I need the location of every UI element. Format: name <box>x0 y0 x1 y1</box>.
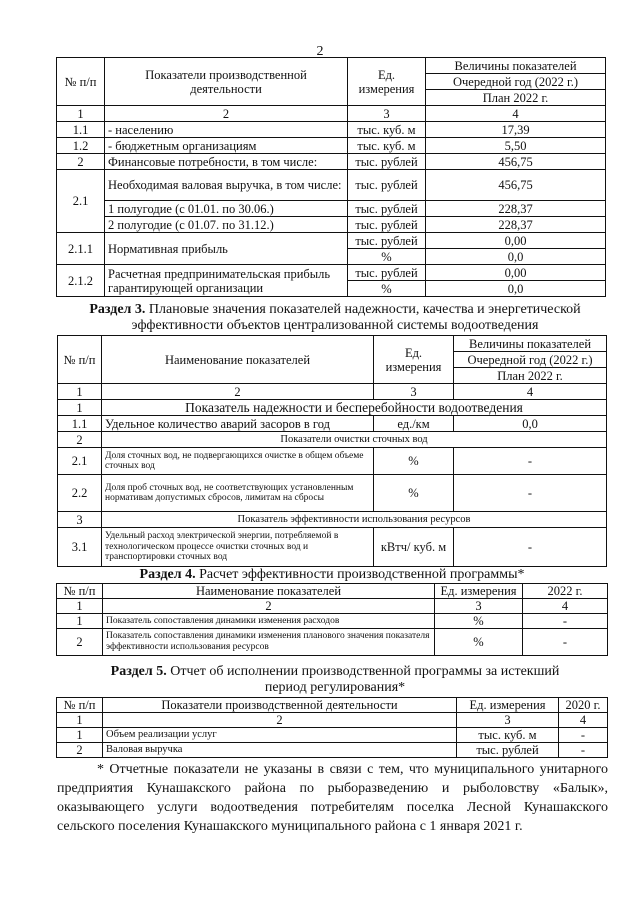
header-year: 2020 г. <box>559 698 608 713</box>
row-value: 17,39 <box>426 122 606 138</box>
row-unit: кВтч/ куб. м <box>374 528 454 567</box>
table-row <box>57 170 606 201</box>
row-name: - бюджетным организациям <box>105 138 348 154</box>
group-num: 2 <box>58 432 102 448</box>
row-num: 2 <box>57 629 103 656</box>
row-value: 5,50 <box>426 138 606 154</box>
row-unit: тыс. рублей <box>348 265 426 281</box>
row-num: 2.1 <box>57 170 105 233</box>
section4-table <box>56 583 608 656</box>
table-row <box>57 154 606 170</box>
table-row <box>57 217 606 233</box>
row-num: 2.1.2 <box>57 265 105 297</box>
table-row <box>57 201 606 217</box>
row-value: 0,0 <box>454 416 607 432</box>
header-indicator: Показатели производственной деятельности <box>103 698 457 713</box>
row-name: Показатель сопоставления динамики изменения планового значения показателя эффективности использования ресурсов <box>103 629 435 656</box>
row-unit: % <box>435 614 523 629</box>
header-unit: Ед. измерения <box>374 336 454 384</box>
row-value: 228,37 <box>426 217 606 233</box>
row-name: Расчетная предпринимательская прибыль гарантирующей организации <box>105 265 348 297</box>
col-number: 4 <box>523 599 608 614</box>
row-value: - <box>559 728 608 743</box>
section5-title-text: Отчет об исполнении производственной программы за истекший период регулирования* <box>170 664 560 695</box>
header-unit: Ед. измерения <box>457 698 559 713</box>
header-indicator: Наименование показателей <box>103 584 435 599</box>
header-num: № п/п <box>57 698 103 713</box>
table-row <box>57 728 608 743</box>
row-value: 0,0 <box>426 281 606 297</box>
row-num: 1.2 <box>57 138 105 154</box>
row-unit: тыс. рублей <box>348 233 426 249</box>
row-unit: тыс. куб. м <box>457 728 559 743</box>
row-unit: тыс. куб. м <box>348 138 426 154</box>
row-name: - населению <box>105 122 348 138</box>
row-name: 2 полугодие (с 01.07. по 31.12.) <box>105 217 348 233</box>
table-row <box>57 743 608 758</box>
row-unit: % <box>435 629 523 656</box>
section5-label: Раздел 5. <box>110 664 167 679</box>
row-value: 0,0 <box>426 249 606 265</box>
group-title: Показатель эффективности использования ресурсов <box>102 512 607 528</box>
row-value: - <box>559 743 608 758</box>
row-name: Нормативная прибыль <box>105 233 348 265</box>
row-value: - <box>454 448 607 475</box>
header-num: № п/п <box>57 58 105 106</box>
header-plan: План 2022 г. <box>426 90 606 106</box>
row-num: 2 <box>57 743 103 758</box>
section5-title <box>100 664 570 696</box>
row-value: - <box>454 528 607 567</box>
table-row <box>58 475 607 512</box>
col-number: 3 <box>435 599 523 614</box>
header-unit: Ед. измерения <box>348 58 426 106</box>
col-number: 1 <box>57 106 105 122</box>
row-name: Доля проб сточных вод, не соответствующих установленным нормативам допустимых сбросов, лимитам на сбросы <box>102 475 374 512</box>
row-name: Удельное количество аварий засоров в год <box>102 416 374 432</box>
row-num: 2.1.1 <box>57 233 105 265</box>
row-unit: тыс. рублей <box>348 154 426 170</box>
row-value: 456,75 <box>426 170 606 201</box>
page-number: 2 <box>316 44 324 59</box>
row-name: Необходимая валовая выручка, в том числе: <box>105 170 348 201</box>
col-number: 2 <box>103 599 435 614</box>
row-value: - <box>454 475 607 512</box>
col-number: 2 <box>103 713 457 728</box>
row-unit: % <box>374 475 454 512</box>
row-num: 3.1 <box>58 528 102 567</box>
row-name: Удельный расход электрической энергии, потребляемой в технологическом процессе очистки сточных вод и транспортировки сточных вод <box>102 528 374 567</box>
row-unit: тыс. куб. м <box>348 122 426 138</box>
header-num: № п/п <box>57 584 103 599</box>
col-number: 1 <box>57 599 103 614</box>
group-num: 1 <box>58 400 102 416</box>
header-year: Очередной год (2022 г.) <box>454 352 607 368</box>
table-row <box>57 614 608 629</box>
header-indicator: Наименование показателей <box>102 336 374 384</box>
row-unit: % <box>348 281 426 297</box>
table-row <box>57 629 608 656</box>
col-number: 2 <box>102 384 374 400</box>
col-number: 3 <box>457 713 559 728</box>
footnote: * Отчетные показатели не указаны в связи с тем, что муниципального унитарного предприятия Кунашакского района по рыборазведению и рыболовству «Балык», оказывающего услуги водоотведения потребителям поселка Лесной Кунашакского сельского поселения Кунашакского муниципального района с 1 января 2021 г. <box>57 762 608 834</box>
table-row <box>58 448 607 475</box>
row-num: 1.1 <box>57 122 105 138</box>
col-number: 1 <box>58 384 102 400</box>
table-row <box>57 138 606 154</box>
table-row <box>57 265 606 281</box>
col-number: 4 <box>426 106 606 122</box>
row-num: 2 <box>57 154 105 170</box>
row-value: - <box>523 629 608 656</box>
col-number: 3 <box>374 384 454 400</box>
header-year: Очередной год (2022 г.) <box>426 74 606 90</box>
row-unit: тыс. рублей <box>457 743 559 758</box>
row-name: Объем реализации услуг <box>103 728 457 743</box>
col-number: 4 <box>454 384 607 400</box>
col-number: 2 <box>105 106 348 122</box>
section3-table <box>57 335 607 567</box>
section4-title <box>56 567 608 583</box>
group-num: 3 <box>58 512 102 528</box>
row-unit: тыс. рублей <box>348 170 426 201</box>
row-unit: тыс. рублей <box>348 217 426 233</box>
header-plan: План 2022 г. <box>454 368 607 384</box>
section5-table <box>56 697 608 758</box>
table-row <box>57 122 606 138</box>
row-num: 2.2 <box>58 475 102 512</box>
section3-title-text: Плановые значения показателей надежности, качества и энергетической эффективности объектов централизованной системы водоотведения <box>131 302 581 333</box>
col-number: 1 <box>57 713 103 728</box>
row-name: Доля сточных вод, не подвергающихся очистке в общем объеме сточных вод <box>102 448 374 475</box>
row-num: 1 <box>57 614 103 629</box>
header-year: 2022 г. <box>523 584 608 599</box>
row-unit: % <box>348 249 426 265</box>
table-row <box>57 233 606 249</box>
row-num: 2.1 <box>58 448 102 475</box>
row-num: 1.1 <box>58 416 102 432</box>
header-values: Величины показателей <box>426 58 606 74</box>
row-unit: % <box>374 448 454 475</box>
header-unit: Ед. измерения <box>435 584 523 599</box>
row-value: - <box>523 614 608 629</box>
section4-label: Раздел 4. <box>139 567 196 582</box>
row-num: 1 <box>57 728 103 743</box>
section4-title-text: Расчет эффективности производственной программы* <box>199 567 525 582</box>
header-num: № п/п <box>58 336 102 384</box>
col-number: 4 <box>559 713 608 728</box>
row-name: Показатель сопоставления динамики изменения расходов <box>103 614 435 629</box>
row-unit: ед./км <box>374 416 454 432</box>
col-number: 3 <box>348 106 426 122</box>
row-name: 1 полугодие (с 01.01. по 30.06.) <box>105 201 348 217</box>
row-value: 228,37 <box>426 201 606 217</box>
section3-title <box>70 302 600 334</box>
group-title: Показатель надежности и бесперебойности водоотведения <box>102 400 607 416</box>
row-name: Финансовые потребности, в том числе: <box>105 154 348 170</box>
header-values: Величины показателей <box>454 336 607 352</box>
table-row <box>58 528 607 567</box>
production-indicators-table <box>56 57 606 297</box>
row-value: 0,00 <box>426 265 606 281</box>
row-value: 456,75 <box>426 154 606 170</box>
row-value: 0,00 <box>426 233 606 249</box>
table-row <box>58 416 607 432</box>
header-indicator: Показатели производственной деятельности <box>105 58 348 106</box>
row-unit: тыс. рублей <box>348 201 426 217</box>
group-title: Показатели очистки сточных вод <box>102 432 607 448</box>
section3-label: Раздел 3. <box>89 302 146 317</box>
row-name: Валовая выручка <box>103 743 457 758</box>
